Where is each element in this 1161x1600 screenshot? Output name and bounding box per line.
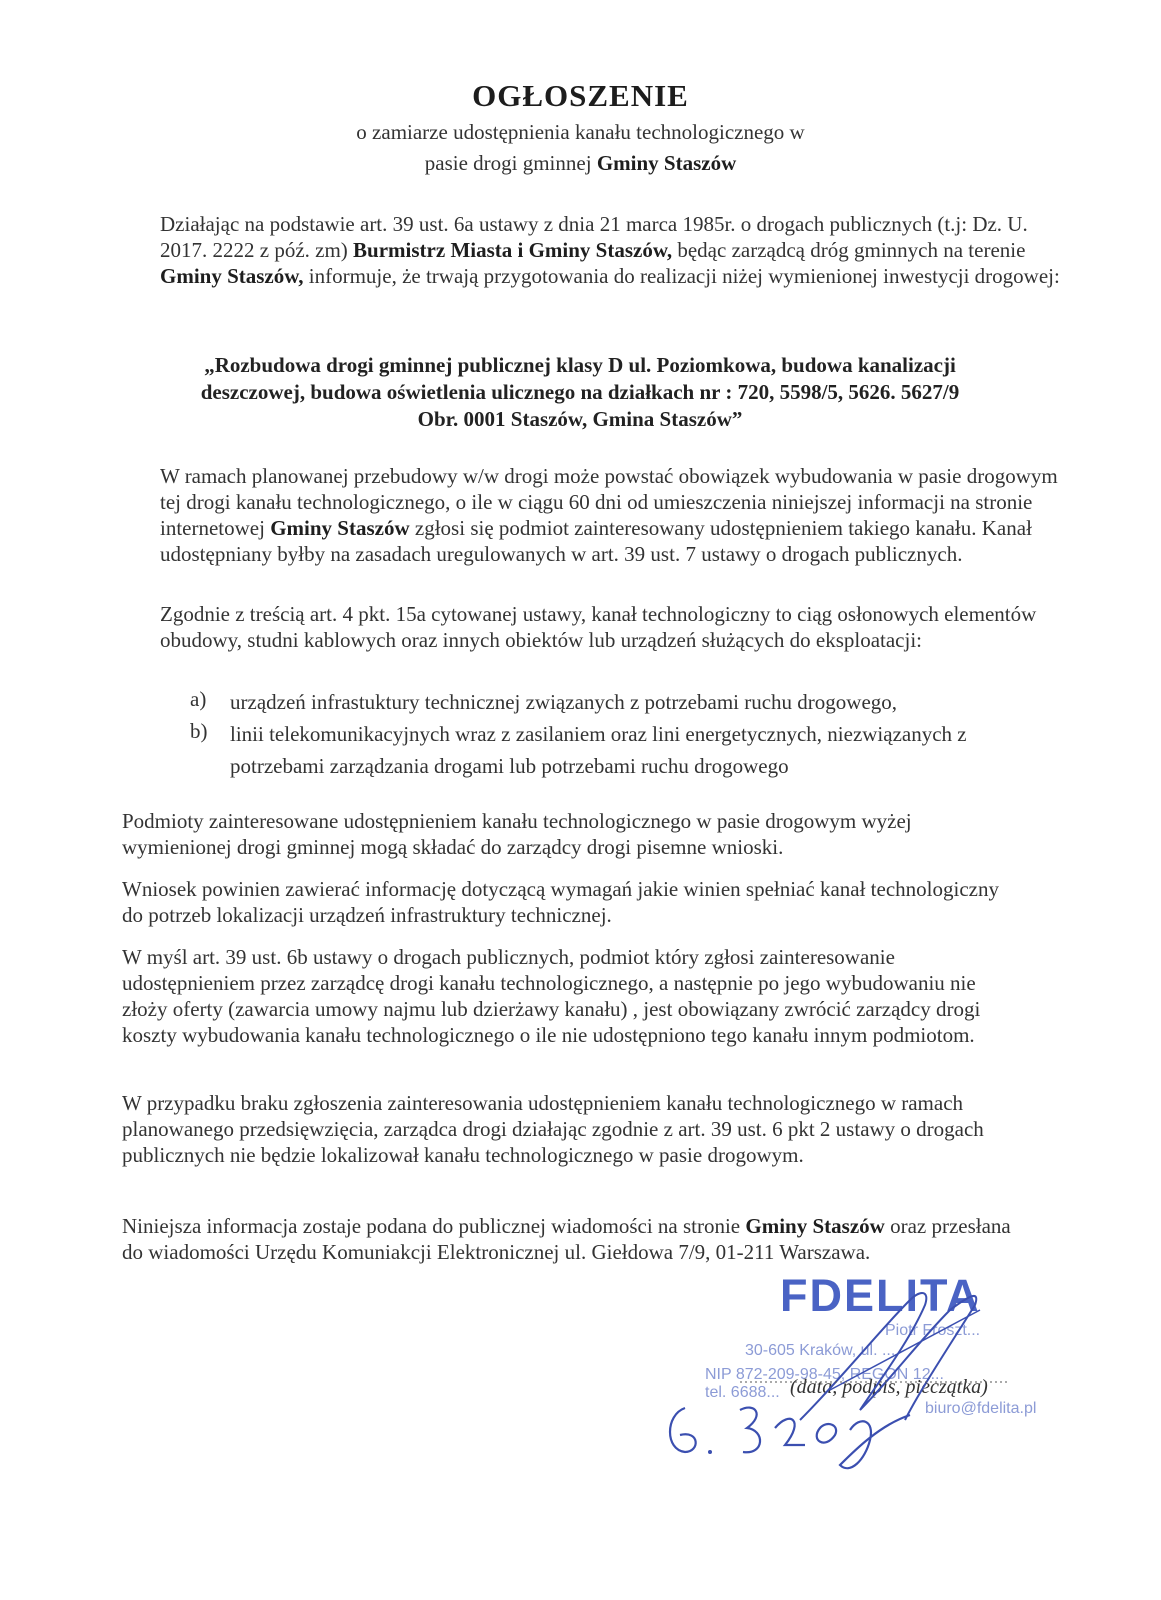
project-line1: „Rozbudowa drogi gminnej publicznej klasy D ul. Poziomkowa, budowa kanalizacji <box>204 353 956 377</box>
intro-paragraph <box>122 211 1060 289</box>
project-name <box>120 352 1040 433</box>
obligation-part2: zgłosi się podmiot zainteresowany udostępnieniem takiego kanału. Kanał udostępniany byłby na zasadach uregulowanych w art. 39 ust. 7 ustawy o drogach publicznych. <box>160 516 1032 566</box>
stamp-line: biuro@fdelita.pl <box>925 1400 1037 1417</box>
obligation-part1: W ramach planowanej przebudowy w/w drogi może powstać obowiązek wybudowania w pasie drogowym tej drogi kanału technologicznego, o ile w ciągu 60 dni od umieszczenia niniejszej informacji na stronie internetowej <box>160 464 1058 540</box>
publication-part2: oraz przesłana do wiadomości Urzędu Komuniakcji Elektronicznej ul. Giełdowa 7/9, 01-211 Warszawa. <box>122 1214 1011 1264</box>
document-subtitle-line2 <box>0 151 1161 176</box>
document-subtitle-line1: o zamiarze udostępnienia kanału technologicznego w <box>356 120 805 144</box>
stamp-line: 30-605 Kraków, ul. ... <box>745 1342 896 1359</box>
list-text: urządzeń infrastuktury technicznej związanych z potrzebami ruchu drogowego, <box>230 690 898 714</box>
project-line2: deszczowej, budowa oświetlenia ulicznego na działkach nr : 720, 5598/5, 5626. 5627/9 <box>200 380 960 404</box>
project-line3: Obr. 0001 Staszów, Gmina Staszów” <box>417 407 743 431</box>
intro-part3: informuje, że trwają przygotowania do realizacji niżej wymienionej inwestycji drogowej: <box>303 264 1060 288</box>
list-marker: b) <box>190 719 208 743</box>
obligation-paragraph <box>122 463 1060 567</box>
stamp-line: NIP 872-209-98-45, REGON 12... <box>705 1366 944 1383</box>
publication-municipality: Gminy Staszów <box>745 1214 885 1238</box>
definition-paragraph: Zgodnie z treścią art. 4 pkt. 15a cytowanej ustawy, kanał technologiczny to ciąg osłonowych elementów obudowy, studni kablowych oraz innych obiektów lub urządzeń służących do eksploatacji: <box>160 602 1037 652</box>
signature-caption: (data, podpis, pieczątka) <box>790 1376 988 1398</box>
subtitle-municipality: Gminy Staszów <box>596 151 737 175</box>
handwritten-date <box>655 1380 925 1480</box>
no-interest-paragraph: W przypadku braku zgłoszenia zainteresowania udostępnieniem kanału technologicznego w ramach planowanego przedsięwzięcia, zarządca drogi działając zgodnie z art. 39 ust. 6 pkt 2 ustawy o drogach publicznych nie będzie lokalizował kanału technologicznego w pasie drogowym. <box>122 1091 984 1167</box>
publication-part1: Niniejsza informacja zostaje podana do publicznej wiadomości na stronie <box>122 1214 746 1238</box>
list-marker: a) <box>190 687 207 711</box>
request-paragraph: Wniosek powinien zawierać informację dotyczącą wymagań jakie winien spełniać kanał technologiczny do potrzeb lokalizacji urządzeń infrastruktury technicznej. <box>122 877 999 927</box>
intro-part1: Działając na podstawie art. 39 ust. 6a ustawy z dnia 21 marca 1985r. o drogach publicznych (t.j: Dz. U. 2017. 2222 z póź. zm) <box>160 212 1028 262</box>
list-text: linii telekomunikacyjnych wraz z zasilaniem oraz lini energetycznych, niezwiązanych z potrzebami zarządzania drogami lub potrzebami ruchu drogowego <box>230 722 967 778</box>
applications-paragraph: Podmioty zainteresowane udostępnieniem kanału technologicznego w pasie drogowym wyżej wymienionej drogi gminnej mogą składać do zarządcy drogi pisemne wnioski. <box>122 809 912 859</box>
stamp-line: Piotr Froszt... <box>885 1322 981 1339</box>
intro-part2: będąc zarządcą dróg gminnych na terenie <box>672 238 1026 262</box>
stamp-line: tel. 6688... <box>705 1384 780 1401</box>
intro-municipality: Gminy Staszów, <box>160 264 304 288</box>
obligation-municipality: Gminy Staszów <box>270 516 410 540</box>
subtitle-prefix: pasie drogi gminnej <box>424 151 597 175</box>
intro-mayor: Burmistrz Miasta i Gminy Staszów, <box>353 238 673 262</box>
publication-paragraph <box>122 1213 1022 1265</box>
list-item <box>190 686 1030 718</box>
stamp-logo: FDELITA <box>780 1270 981 1321</box>
document-title: OGŁOSZENIE <box>472 78 689 113</box>
list-item <box>190 718 1030 782</box>
costs-paragraph: W myśl art. 39 ust. 6b ustawy o drogach publicznych, podmiot który zgłosi zainteresowanie udostępnieniem przez zarządcę drogi kanału technologicznego, a następnie po jego wybudowaniu nie złoży oferty (zawarcia umowy najmu lub dzierżawy kanału) , jest obowiązany zwrócić zarządcy drogi koszty wybudowania kanału technologicznego o ile nie udostępniono tego kanału innym podmiotom. <box>122 945 981 1047</box>
